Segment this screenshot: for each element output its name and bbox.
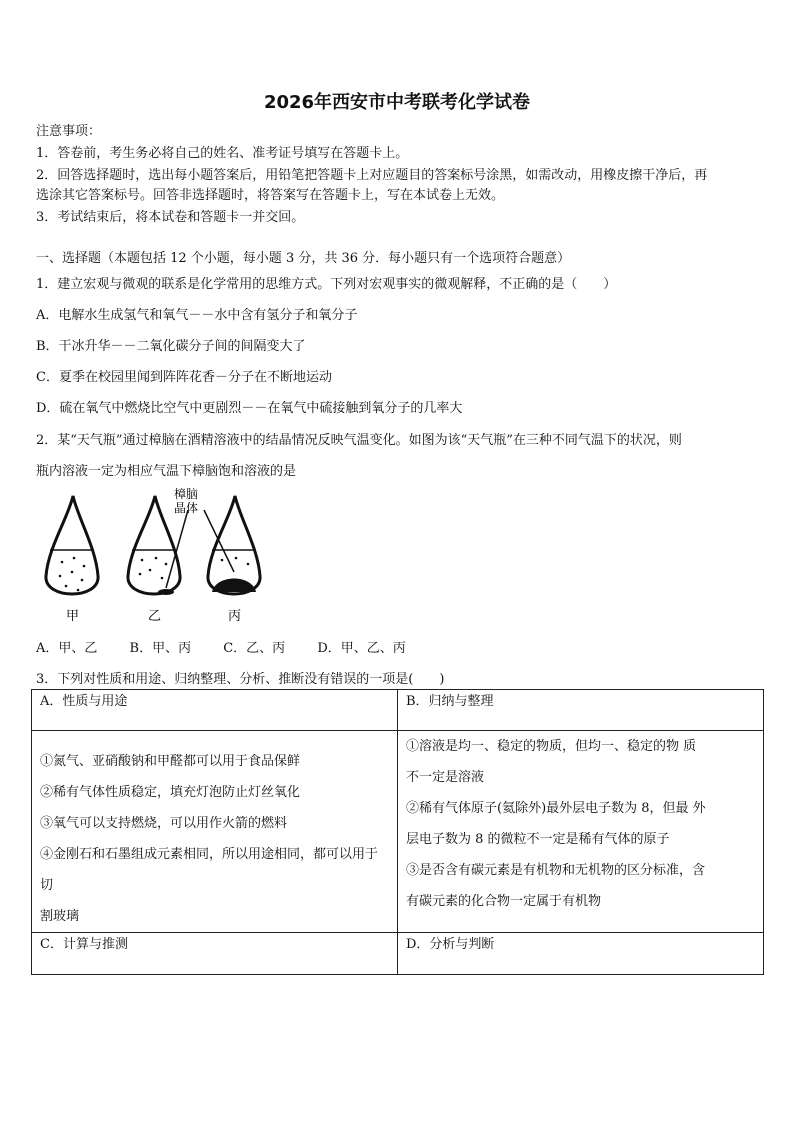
crystal-label-1: 樟脑 xyxy=(174,488,199,501)
b-item-2-cont: 层电子数为 8 的微粒不一定是稀有气体的原子 xyxy=(406,832,670,847)
question-2-stem-line-1: 2．某“天气瓶”通过樟脑在酒精溶液中的结晶情况反映气温变化。如图为该“天气瓶”在三种不同气温下的状况，则 xyxy=(36,433,682,448)
b-item-3: ③是否含有碳元素是有机物和无机物的区分标准，含 xyxy=(406,863,706,878)
b-item-2: ②稀有气体原子(氦除外)最外层电子数为 8，但最 外 xyxy=(406,801,706,816)
a-item-2: ②稀有气体性质稳定，填充灯泡防止灯丝氧化 xyxy=(40,785,301,800)
question-2-option-d: D．甲、乙、丙 xyxy=(317,641,406,656)
notice-item-2-line-1: 2．回答选择题时，选出每小题答案后，用铅笔把答题卡上对应题目的答案标号涂黑，如需改动，用橡皮擦干净后，再 xyxy=(36,168,708,183)
question-2-option-a: A．甲、乙 xyxy=(36,641,98,656)
question-3-table xyxy=(31,689,764,975)
question-3-stem: 3．下列对性质和用途、归纳整理、分析、推断没有错误的一项是( ) xyxy=(36,672,445,687)
section-heading: 一、选择题（本题包括 12 个小题，每小题 3 分，共 36 分．每小题只有一个选项符合题意） xyxy=(36,251,571,266)
cell-c-heading: C．计算与推测 xyxy=(32,933,398,975)
notice-heading: 注意事项： xyxy=(36,124,102,139)
pointer-line-bing xyxy=(204,510,234,572)
cell-b-body xyxy=(398,731,764,933)
notice-item-3: 3．考试结束后，将本试卷和答题卡一并交回。 xyxy=(36,210,305,225)
question-1-option-a: A．电解水生成氢气和氧气－－水中含有氢分子和氧分子 xyxy=(36,308,358,323)
question-1-option-b: B．干冰升华－－二氧化碳分子间的间隔变大了 xyxy=(36,339,306,354)
bottle-label-yi: 乙 xyxy=(148,609,162,624)
a-item-4-cont: 割玻璃 xyxy=(40,909,80,924)
b-item-3-cont: 有碳元素的化合物一定属于有机物 xyxy=(406,894,602,909)
question-1-option-c: C．夏季在校园里闻到阵阵花香－分子在不断地运动 xyxy=(36,370,332,385)
cell-a-body xyxy=(32,731,398,933)
question-2-option-c: C．乙、丙 xyxy=(223,641,286,656)
a-item-3: ③氧气可以支持燃烧，可以用作火箭的燃料 xyxy=(40,816,288,831)
weather-bottle-figure xyxy=(38,488,278,630)
question-2-option-b: B．甲、丙 xyxy=(129,641,192,656)
cell-d-heading: D．分析与判断 xyxy=(398,933,764,975)
question-1-stem: 1．建立宏观与微观的联系是化学常用的思维方式。下列对宏观事实的微观解释，不正确的是（ ） xyxy=(36,277,617,292)
question-2-options xyxy=(36,637,434,656)
crystal-label-2: 晶体 xyxy=(174,501,199,515)
question-2-stem-line-2: 瓶内溶液一定为相应气温下樟脑饱和溶液的是 xyxy=(36,464,297,479)
a-item-1: ①氮气、亚硝酸钠和甲醛都可以用于食品保鲜 xyxy=(40,754,301,769)
a-item-4: ④金刚石和石墨组成元素相同，所以用途相同，都可以用于切 xyxy=(40,847,379,893)
bottle-label-jia: 甲 xyxy=(66,609,80,624)
exam-title: 2026年西安市中考联考化学试卷 xyxy=(263,92,531,113)
bottle-label-bing: 丙 xyxy=(228,609,242,624)
bottle-yi xyxy=(128,496,180,595)
cell-a-heading: A．性质与用途 xyxy=(32,690,398,731)
b-item-1-cont: 不一定是溶液 xyxy=(406,770,485,785)
notice-item-1: 1．答卷前，考生务必将自己的姓名、准考证号填写在答题卡上。 xyxy=(36,146,409,161)
question-1-option-d: D．硫在氧气中燃烧比空气中更剧烈－－在氧气中硫接触到氧分子的几率大 xyxy=(36,401,463,416)
cell-b-heading: B．归纳与整理 xyxy=(398,690,764,731)
bottle-bing xyxy=(208,496,260,594)
pointer-line-yi xyxy=(166,510,188,588)
bottle-jia xyxy=(46,496,98,594)
b-item-1: ①溶液是均一、稳定的物质，但均一、稳定的物 质 xyxy=(406,739,697,754)
notice-item-2-line-2: 选涂其它答案标号。回答非选择题时，将答案写在答题卡上，写在本试卷上无效。 xyxy=(36,188,505,203)
